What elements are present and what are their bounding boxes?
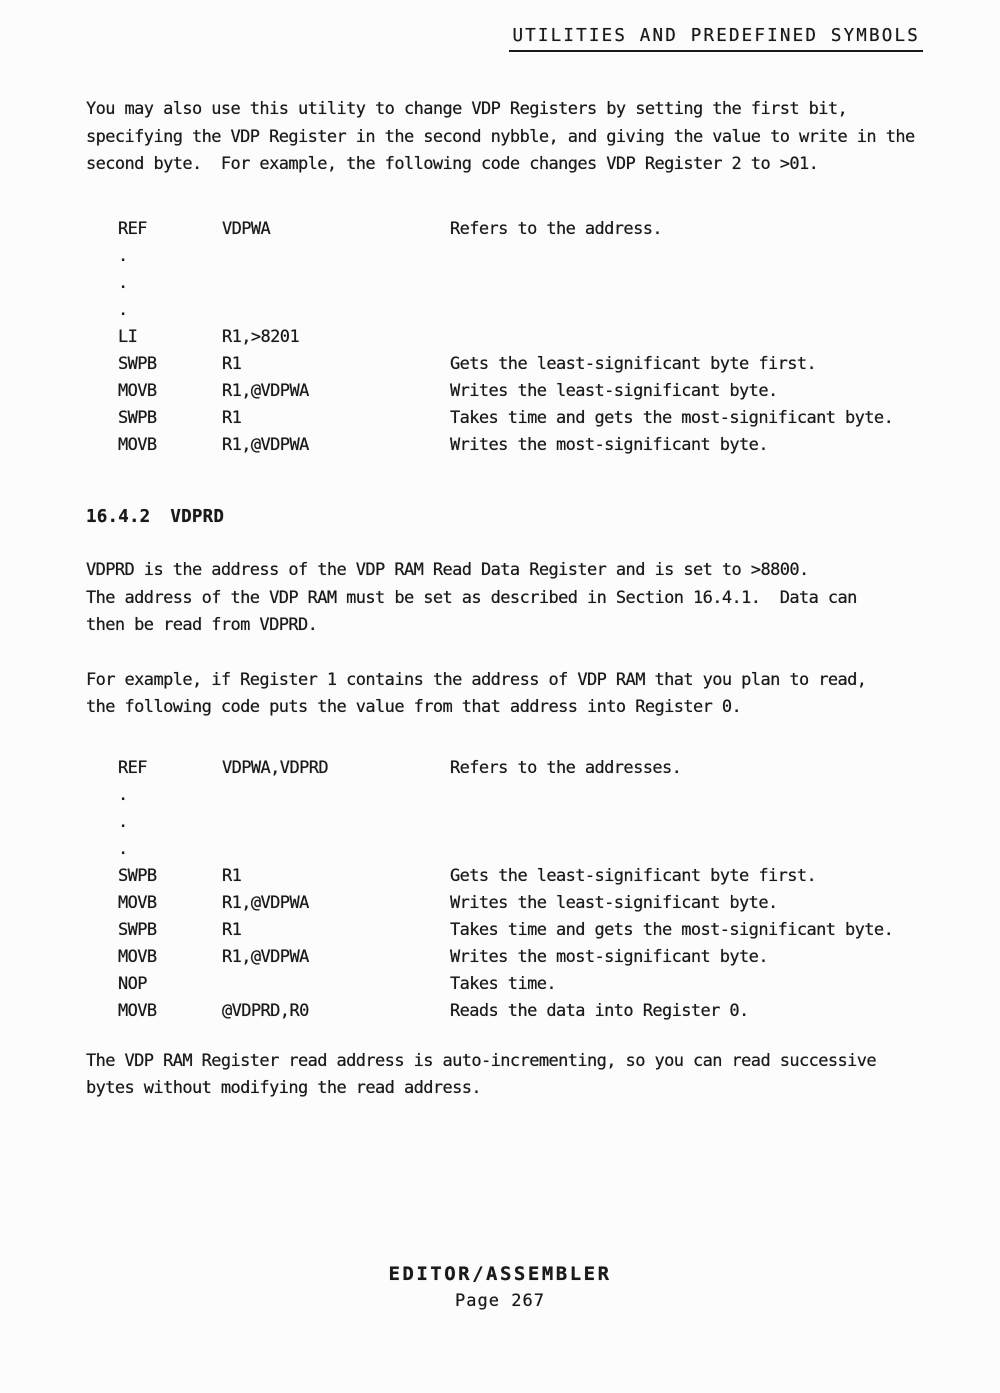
paragraph-line: The address of the VDP RAM must be set as described in Section 16.4.1. Data can [86,587,857,608]
code-opcode: . [118,811,128,832]
code-comment: Gets the least-significant byte first. [450,353,817,374]
code-comment [450,809,1000,836]
code-comment [450,324,1000,351]
paragraph-line: specifying the VDP Register in the second nybble, and giving the value to write in the [86,126,915,147]
code-operand: R1 [222,865,242,886]
code-operand [222,270,450,297]
code-opcode: SWPB [118,407,157,428]
footer-page-number: Page 267 [455,1291,545,1311]
paragraph-line: then be read from VDPRD. [86,615,318,635]
code-operand [222,243,450,270]
code-operand: R1 [222,407,242,428]
code-opcode: NOP [118,973,147,994]
code-comment: Reads the data into Register 0. [450,1000,749,1021]
code-comment: Writes the most-significant byte. [450,434,768,455]
section-heading [86,504,1000,532]
code-opcode: MOVB [118,434,157,455]
intro-paragraph [86,96,1000,179]
footer-book-title: EDITOR/ASSEMBLER [388,1262,612,1285]
code-line [118,351,1000,378]
code-opcode: REF [118,757,147,778]
page-footer [0,1261,1000,1316]
code-comment: Refers to the addresses. [450,757,682,778]
code-opcode: . [118,245,128,266]
code-line [118,378,1000,405]
code-comment: Takes time and gets the most-significant byte. [450,407,894,428]
code-line [118,917,1000,944]
code-comment: Takes time. [450,973,556,994]
code-opcode: SWPB [118,919,157,940]
code-line [118,863,1000,890]
code-comment: Refers to the address. [450,218,662,239]
code-operand [222,782,450,809]
code-comment: Takes time and gets the most-significant byte. [450,919,894,940]
page-header [0,0,1000,52]
code-opcode: MOVB [118,1000,157,1021]
code-block-vdp-register-write [118,216,1000,459]
paragraph-line: the following code puts the value from that address into Register 0. [86,697,742,717]
code-operand: @VDPRD,R0 [222,1000,309,1021]
code-line [118,324,1000,351]
code-line [118,890,1000,917]
code-comment: Writes the most-significant byte. [450,946,768,967]
code-operand: R1,>8201 [222,326,300,347]
code-block-vdp-ram-read [118,755,1000,1025]
example-intro-paragraph [86,667,1000,722]
section-number: 16.4.2 [86,506,151,527]
code-opcode: REF [118,218,147,239]
page-header-title: UTILITIES AND PREDEFINED SYMBOLS [509,25,923,52]
paragraph-line: bytes without modifying the read address. [86,1078,482,1098]
code-line [118,782,1000,809]
code-comment: Writes the least-significant byte. [450,892,778,913]
code-comment: Writes the least-significant byte. [450,380,778,401]
closing-paragraph [86,1048,1000,1103]
paragraph-line: For example, if Register 1 contains the address of VDP RAM that you plan to read, [86,669,867,690]
code-line [118,809,1000,836]
code-opcode: . [118,299,128,320]
code-operand [222,971,450,998]
code-opcode: . [118,838,128,859]
code-line [118,270,1000,297]
code-opcode: MOVB [118,892,157,913]
code-opcode: SWPB [118,865,157,886]
code-operand: R1,@VDPWA [222,380,309,401]
code-opcode: MOVB [118,946,157,967]
code-line [118,297,1000,324]
code-line [118,243,1000,270]
code-comment [450,297,1000,324]
paragraph-line: VDPRD is the address of the VDP RAM Read Data Register and is set to >8800. [86,560,809,580]
code-opcode: . [118,272,128,293]
code-operand [222,297,450,324]
code-line [118,216,1000,243]
code-operand: R1 [222,353,242,374]
code-line [118,971,1000,998]
code-opcode: MOVB [118,380,157,401]
code-comment [450,836,1000,863]
code-operand: VDPWA [222,218,271,239]
code-operand: R1,@VDPWA [222,892,309,913]
code-operand: VDPWA,VDPRD [222,757,328,778]
section-title: VDPRD [170,506,225,527]
code-opcode: LI [118,326,138,347]
code-operand [222,836,450,863]
code-comment [450,782,1000,809]
code-line [118,998,1000,1025]
vdprd-description-paragraph [86,557,1000,640]
code-operand: R1 [222,919,242,940]
code-comment: Gets the least-significant byte first. [450,865,817,886]
code-line [118,432,1000,459]
paragraph-line: The VDP RAM Register read address is auto-incrementing, so you can read successive [86,1050,877,1071]
code-comment [450,270,1000,297]
code-operand [222,809,450,836]
code-opcode: SWPB [118,353,157,374]
code-opcode: . [118,784,128,805]
code-operand: R1,@VDPWA [222,946,309,967]
code-comment [450,243,1000,270]
code-line [118,944,1000,971]
code-line [118,836,1000,863]
paragraph-line: second byte. For example, the following code changes VDP Register 2 to >01. [86,154,819,174]
code-line [118,405,1000,432]
code-operand: R1,@VDPWA [222,434,309,455]
paragraph-line: You may also use this utility to change VDP Registers by setting the first bit, [86,99,848,119]
code-line [118,755,1000,782]
